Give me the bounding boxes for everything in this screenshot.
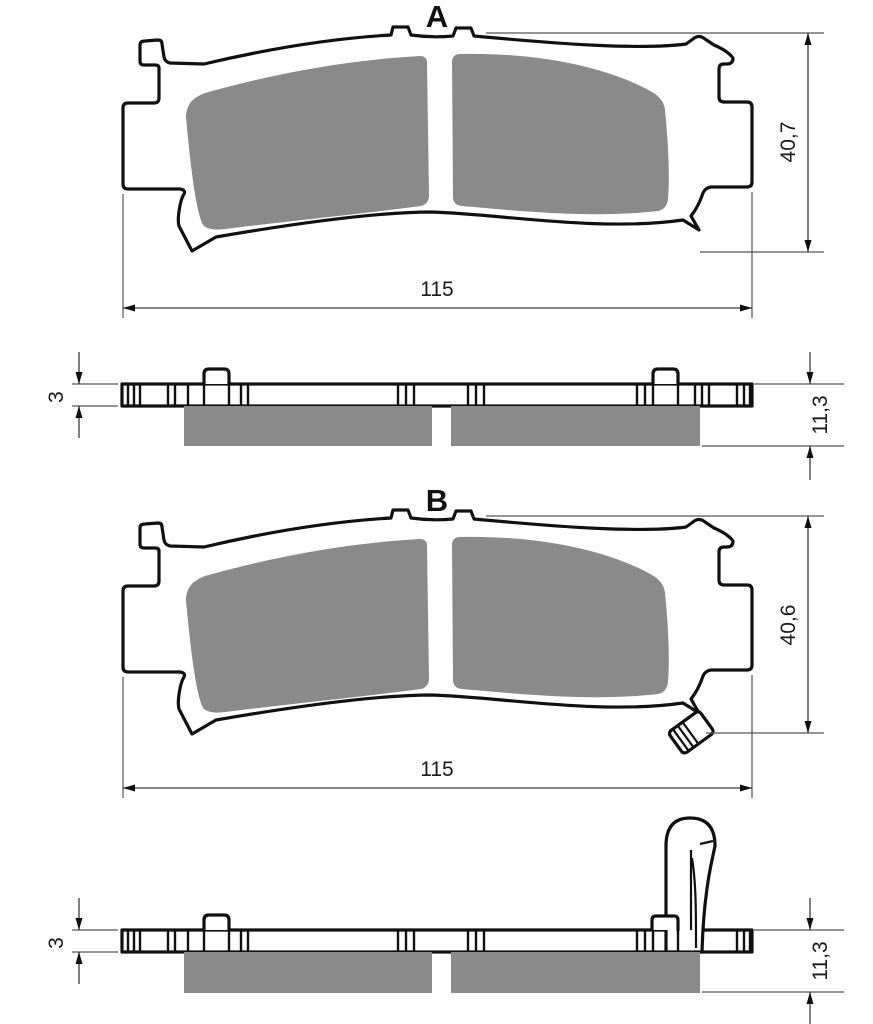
arrowhead-down [807,372,814,384]
arrowhead-down [76,372,83,384]
friction-side-left [184,406,432,446]
dim-pad-b-width-value: 115 [420,758,454,781]
wear-indicator-base-step [652,916,678,930]
side-view-b [45,818,844,1024]
arrowhead-up [807,992,814,1004]
dim-side-b-depth-value: 11,3 [809,941,832,981]
arrowhead-down [805,240,812,252]
dim-side-b-plate [45,898,118,984]
friction-side-right [451,406,700,446]
arrowhead-down [807,918,814,930]
dim-side-b-plate-value: 3 [45,937,68,949]
arrowhead-right [740,785,752,792]
locating-tab-left [204,915,229,930]
side-view-a [45,352,844,480]
backing-plate-side [122,930,752,952]
arrowhead-up [807,446,814,458]
dim-pad-a-height-value: 40,7 [777,121,800,163]
arrowhead-right [740,305,752,312]
locating-tab-right [653,369,678,384]
pad-a-front-view [123,27,752,251]
label-pad-b: B [425,483,449,518]
arrowhead-left [123,785,135,792]
dim-side-b-depth [702,898,844,1024]
label-pad-a: A [425,0,449,34]
arrowhead-left [123,305,135,312]
backing-plate-side [122,384,752,406]
arrowhead-up [76,406,83,418]
dim-side-a-plate-value: 3 [45,391,68,403]
arrowhead-up [76,952,83,964]
dim-pad-b-height-value: 40,6 [777,604,800,646]
arrowhead-down [805,721,812,733]
locating-tab-left [204,369,229,384]
arrowhead-up [805,516,812,528]
dim-side-a-plate [45,352,118,438]
friction-side-left [184,952,432,993]
dim-pad-a-width-value: 115 [420,278,454,301]
friction-side-right [451,952,700,993]
pad-b-front-view [123,510,752,734]
arrowhead-up [805,33,812,45]
arrowhead-down [76,918,83,930]
dim-side-a-depth-value: 11,3 [809,395,832,435]
dim-side-a-depth [702,352,844,480]
